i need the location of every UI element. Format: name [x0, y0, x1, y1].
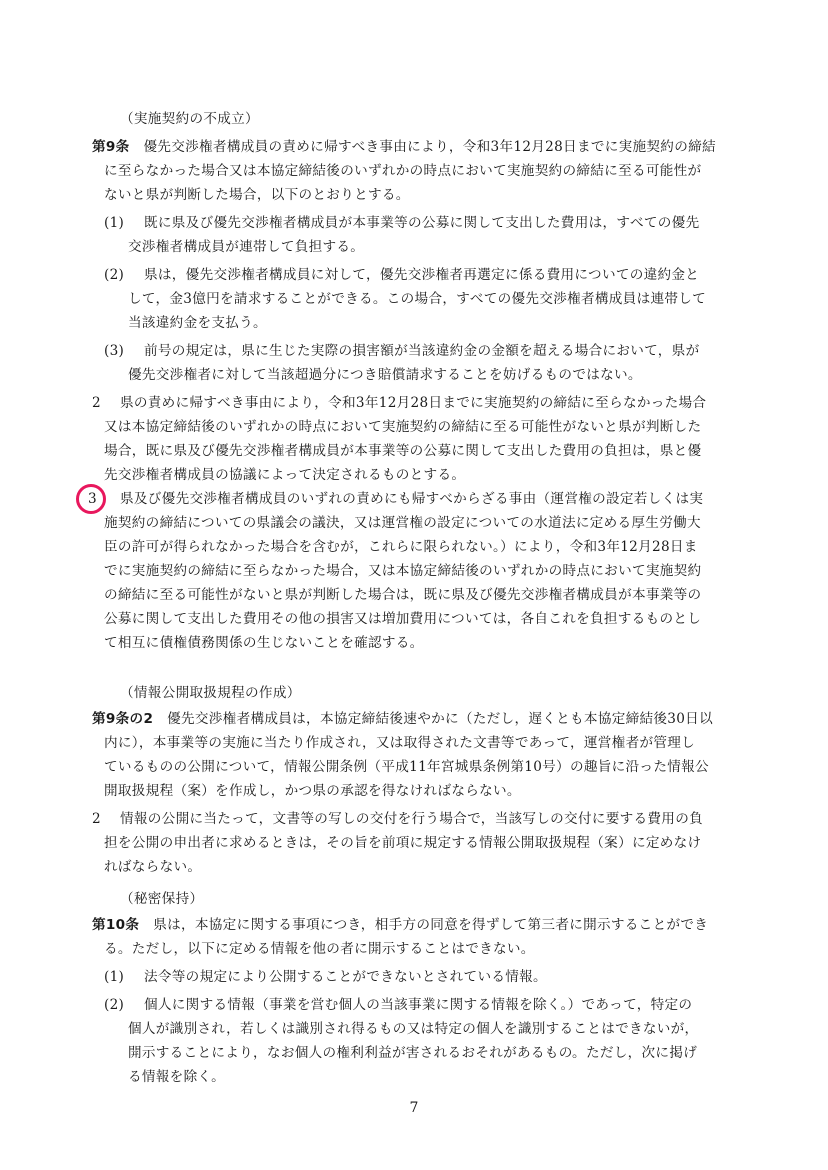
para-3-line-6: 公募に関して支出した費用その他の損害又は増加費用については，各自これを負担するものとし [104, 611, 702, 627]
article-9-line-3: ないと県が判断した場合，以下のとおりとする。 [104, 187, 410, 203]
item-2-line-2: して，金3億円を請求することができる。この場合，すべての優先交渉権者構成員は連帯して [128, 291, 707, 307]
item-3-line-2: 優先交渉権者に対して当該超過分につき賠償請求することを妨げるものではない。 [128, 367, 642, 383]
article-9-2-line-4: 開取扱規程（案）を作成し，かつ県の承認を得なければならない。 [104, 783, 521, 799]
para-2-line-1: 県の責めに帰すべき事由により，令和3年12月28日までに実施契約の締結に至らなかった場合 [120, 395, 707, 411]
article-label: 第9条 [92, 139, 130, 155]
para-2-line-3: 場合，既に県及び優先交渉権者構成員が本事業等の公募に関して支出した費用の負担は，県と優 [104, 443, 702, 459]
item-number: (1) [104, 215, 125, 231]
article-label: 第9条の2 [92, 711, 154, 727]
article-10-line-1: 第10条 県は，本協定に関する事項につき，相手方の同意を得ずして第三者に開示することができ [92, 917, 709, 933]
item-2-line-3: 当該違約金を支払う。 [128, 315, 267, 331]
article-9-line-1: 第9条 優先交渉権者構成員の責めに帰すべき事由により，令和3年12月28日までに実施契約の締結 [92, 139, 716, 155]
article-10-item-2-line-2: 個人が識別され，若しくは識別され得るもの又は特定の個人を識別することはできないが， [128, 1021, 699, 1037]
article-9-2-line-2: 内に），本事業等の実施に当たり作成され，又は取得された文書等であって，運営権者が管理し [104, 735, 696, 751]
paragraph-number: 2 [92, 395, 101, 411]
item-1-line-1: 既に県及び優先交渉権者構成員が本事業等の公募に関して支出した費用は，すべての優先 [144, 215, 700, 231]
article-10-item-1-line-1: 法令等の規定により公開することができないとされている情報。 [144, 969, 547, 985]
article-10-line-2: る。ただし，以下に定める情報を他の者に開示することはできない。 [104, 941, 535, 957]
section-heading-info-disclosure: （情報公開取扱規程の作成） [120, 685, 301, 701]
article-9-2-line-3: ているものの公開について，情報公開条例（平成11年宮城県条例第10号）の趣旨に沿った情報公 [104, 759, 709, 775]
item-number: (2) [104, 267, 125, 283]
item-3-line-1: 前号の規定は，県に生じた実際の損害額が当該違約金の金額を超える場合において，県が [144, 343, 700, 359]
page-number: 7 [409, 1100, 419, 1116]
item-1-line-2: 交渉権者構成員が連帯して負担する。 [128, 239, 365, 255]
para-3-line-4: でに実施契約の締結に至らなかった場合，又は本協定締結後のいずれかの時点において実施契約 [104, 563, 702, 579]
paragraph-number: 3 [88, 491, 97, 507]
para-3-line-2: 施契約の締結についての県議会の議決，又は運営権の設定についての水道法に定める厚生労働大 [104, 515, 701, 531]
article-10-item-2-line-3: 開示することにより，なお個人の権利利益が害されるおそれがあるもの。ただし，次に掲げ [128, 1045, 698, 1061]
section-heading-confidentiality: （秘密保持） [120, 891, 204, 907]
item-number: (3) [104, 343, 125, 359]
para-2-line-2: 又は本協定締結後のいずれかの時点において実施契約の締結に至る可能性がないと県が判断した [104, 419, 702, 435]
paragraph-number: 2 [92, 811, 101, 827]
para-3-line-7: て相互に債権債務関係の生じないことを確認する。 [104, 635, 424, 651]
item-number: (2) [104, 997, 125, 1013]
para-3-line-3: 臣の許可が得られなかった場合を含むが，これらに限られない。）により，令和3年12月28日ま [104, 539, 698, 555]
para-2-line-4: 先交渉権者構成員の協議によって決定されるものとする。 [104, 467, 466, 483]
item-number: (1) [104, 969, 125, 985]
article-10-item-2-line-1: 個人に関する情報（事業を営む個人の当該事業に関する情報を除く。）であって，特定の [144, 997, 693, 1013]
section-heading-non-conclusion: （実施契約の不成立） [120, 111, 259, 127]
para-3-line-5: の締結に至る可能性がないと県が判断した場合は，既に県及び優先交渉権者構成員が本事業等の [104, 587, 702, 603]
article-9-2-para-2-line-2: 担を公開の申出者に求めるときは，その旨を前項に規定する情報公開取扱規程（案）に定めなけ [104, 835, 702, 851]
item-2-line-1: 県は，優先交渉権者構成員に対して，優先交渉権者再選定に係る費用についての違約金と [144, 267, 700, 283]
article-9-line-2: に至らなかった場合又は本協定締結後のいずれかの時点において実施契約の締結に至る可能性が [104, 163, 702, 179]
article-9-2-para-2-line-1: 情報の公開に当たって，文書等の写しの交付を行う場合で，当該写しの交付に要する費用の負 [120, 811, 703, 827]
article-10-item-2-line-4: る情報を除く。 [128, 1069, 225, 1085]
para-3-line-1: 県及び優先交渉権者構成員のいずれの責めにも帰すべからざる事由（運営権の設定若しくは実 [120, 491, 704, 507]
article-9-2-para-2-line-3: ればならない。 [104, 859, 202, 875]
article-9-2-line-1: 第9条の2 優先交渉権者構成員は，本協定締結後速やかに（ただし，遅くとも本協定締結後30日以 [92, 711, 713, 727]
article-label: 第10条 [92, 917, 140, 933]
